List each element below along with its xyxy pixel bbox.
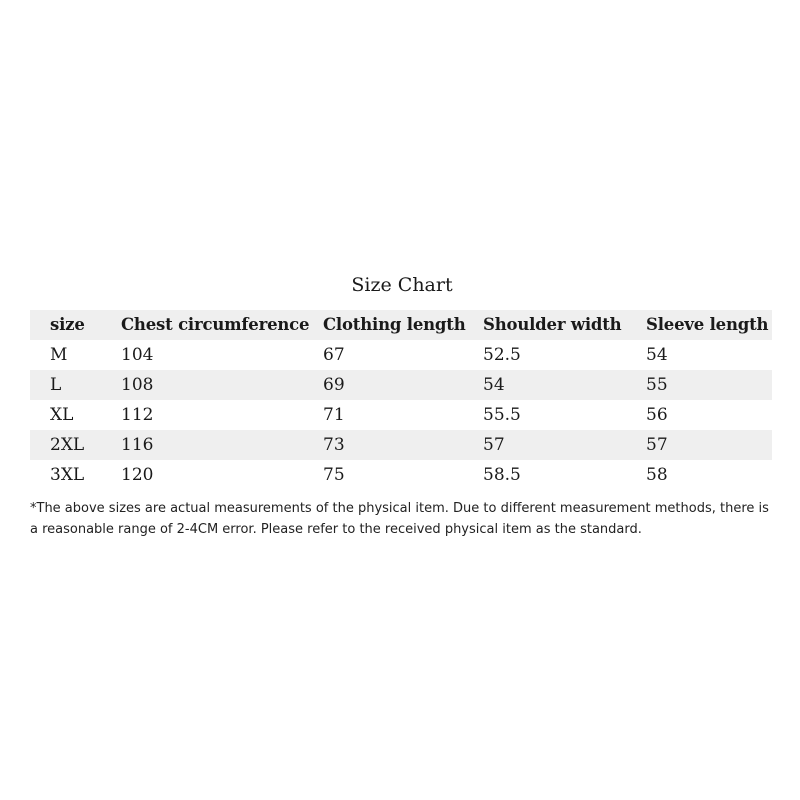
column-header-clothing-length: Clothing length: [323, 315, 466, 334]
cell-size: M: [50, 345, 68, 365]
cell-clothing-length: 67: [323, 345, 345, 365]
cell-sleeve-length: 55: [646, 375, 668, 395]
cell-clothing-length: 71: [323, 405, 345, 425]
table-row: [30, 340, 772, 370]
cell-chest: 116: [121, 435, 154, 455]
cell-chest: 104: [121, 345, 154, 365]
column-header-chest: Chest circumference: [121, 315, 310, 334]
cell-sleeve-length: 54: [646, 345, 668, 365]
cell-clothing-length: 69: [323, 375, 345, 395]
cell-size: 3XL: [50, 465, 85, 485]
cell-chest: 120: [121, 465, 154, 485]
cell-size: L: [50, 375, 62, 395]
column-header-size: size: [50, 315, 85, 334]
cell-clothing-length: 75: [323, 465, 345, 485]
table-row: [30, 460, 772, 490]
cell-shoulder-width: 52.5: [483, 345, 521, 365]
cell-shoulder-width: 57: [483, 435, 505, 455]
cell-sleeve-length: 57: [646, 435, 668, 455]
cell-sleeve-length: 58: [646, 465, 668, 485]
cell-chest: 112: [121, 405, 154, 425]
cell-shoulder-width: 58.5: [483, 465, 521, 485]
cell-chest: 108: [121, 375, 154, 395]
table-row: [30, 400, 772, 430]
chart-title: Size Chart: [351, 274, 453, 296]
cell-shoulder-width: 54: [483, 375, 505, 395]
cell-shoulder-width: 55.5: [483, 405, 521, 425]
size-chart: [30, 270, 772, 553]
size-table: [30, 310, 772, 490]
cell-clothing-length: 73: [323, 435, 345, 455]
table-header-row: [30, 310, 772, 340]
measurement-note: *The above sizes are actual measurements of the physical item. Due to different measurement methods, there is a reasonable range of 2-4CM error. Please refer to the received physical item as the standard.: [30, 501, 769, 537]
cell-size: 2XL: [50, 435, 85, 455]
cell-size: XL: [50, 405, 74, 425]
column-header-shoulder-width: Shoulder width: [483, 315, 622, 334]
column-header-sleeve-length: Sleeve length: [646, 315, 769, 334]
cell-sleeve-length: 56: [646, 405, 668, 425]
table-row: [30, 430, 772, 460]
table-row: [30, 370, 772, 400]
